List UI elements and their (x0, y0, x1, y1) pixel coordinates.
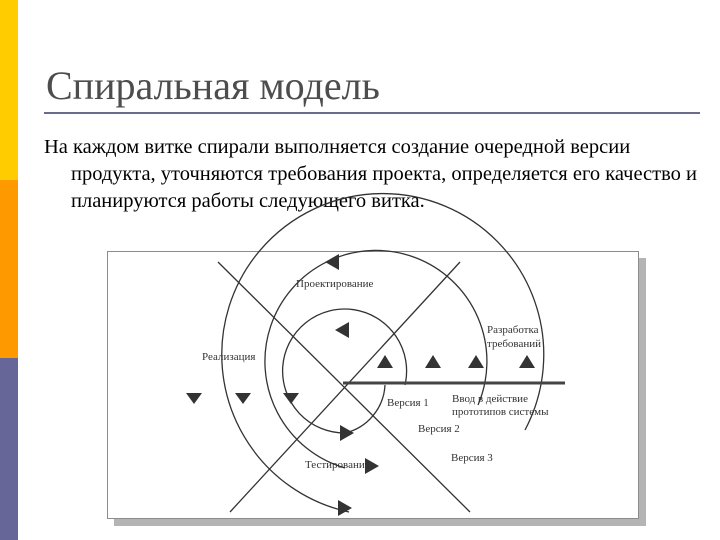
diagonal-line-left (218, 262, 470, 512)
arrow-up-4 (519, 355, 535, 368)
slide-body-text: На каждом витке спирали выполняется создание очередной версии продукта, уточняются требования проекта, определяется его качество и планируются работы следующего витка. (44, 136, 698, 212)
diagonal-line-right (230, 262, 460, 512)
label-deploy-line2: прототипов системы (452, 406, 549, 418)
arrow-top-middle (335, 322, 349, 338)
arrow-down-inner (283, 393, 299, 404)
arrow-down-outer (186, 393, 202, 404)
arrow-right-inner (340, 425, 354, 441)
label-deploy-line1: Ввод в действие (452, 393, 528, 405)
label-version1: Версия 1 (387, 397, 429, 409)
label-testing: Тестирование (305, 459, 370, 471)
spiral-arc-second-half (345, 385, 385, 433)
arrow-up-3 (468, 355, 484, 368)
slide-title: Спиральная модель (46, 63, 380, 108)
label-requirements-line2: требований (487, 338, 542, 350)
label-requirements-line1: Разработка (487, 324, 539, 336)
label-version2: Версия 2 (418, 423, 460, 435)
arrow-top-outer (325, 254, 339, 270)
label-version3: Версия 3 (451, 452, 493, 464)
label-implementation: Реализация (202, 351, 256, 363)
spiral-arc-outer (222, 194, 544, 512)
label-design: Проектирование (296, 278, 374, 290)
arrow-down-middle (235, 393, 251, 404)
arrow-up-1 (377, 355, 393, 368)
arrow-right-outer (338, 500, 352, 516)
arrow-up-2 (425, 355, 441, 368)
